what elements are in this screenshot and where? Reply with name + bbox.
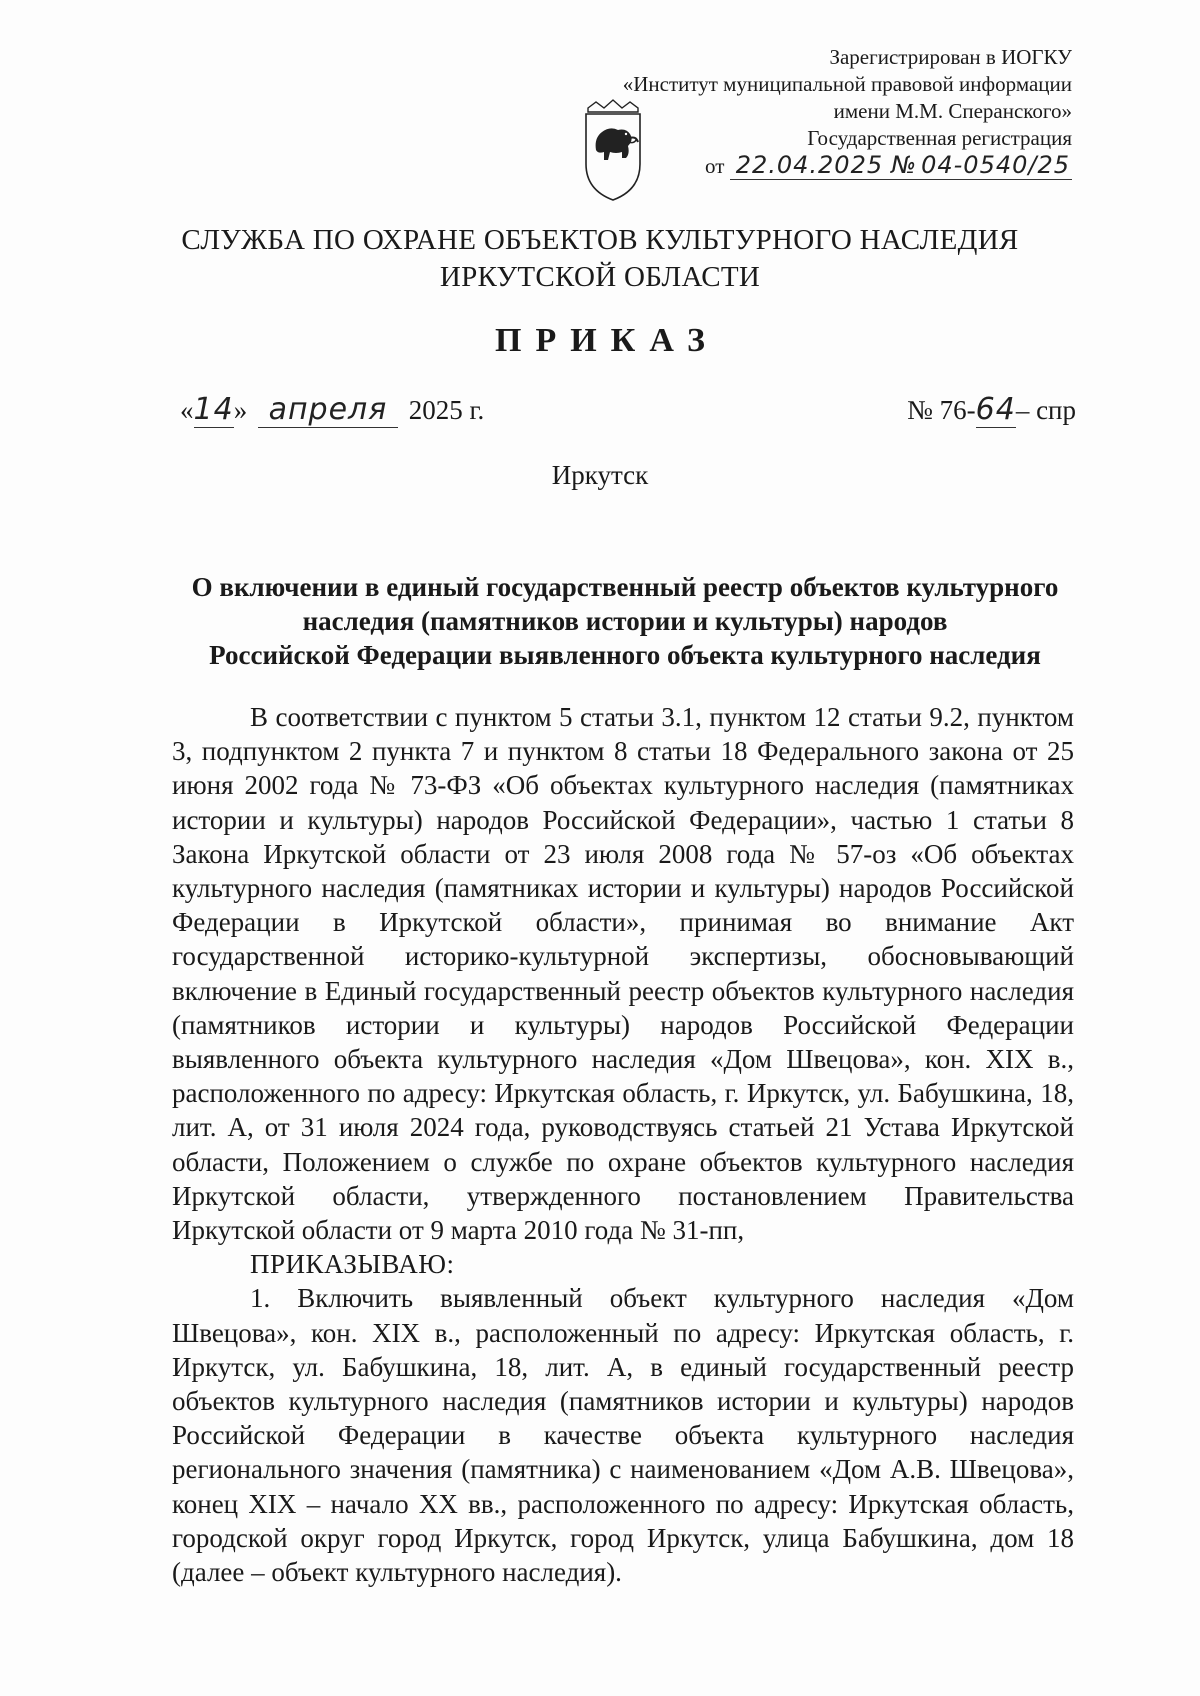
subject-line-2: наследия (памятников истории и культуры) народов <box>302 606 948 636</box>
registration-number: 04-0540/25 <box>921 151 1070 179</box>
irkutsk-coat-of-arms-icon <box>582 98 644 202</box>
registration-date: 22.04.2025 <box>730 152 889 180</box>
registration-line-2: «Институт муниципальной правовой информации <box>622 72 1072 96</box>
registration-date-line <box>623 152 1072 180</box>
organization-line-2: ИРКУТСКОЙ ОБЛАСТИ <box>439 261 761 293</box>
subject-line-3: Российской Федерации выявленного объекта культурного наследия <box>209 640 1041 670</box>
date-day: 14 <box>193 392 234 427</box>
date-close-quote: » <box>233 395 248 425</box>
registration-line-1: Зарегистрирован в ИОГКУ <box>829 45 1072 69</box>
organization-name <box>0 222 1200 296</box>
date-year: 2025 г. <box>408 395 485 425</box>
body-paragraph-item-1: 1. Включить выявленный объект культурного наследия «Дом Швецова», кон. XIX в., расположенный по адресу: Иркутская область, г. Иркутск, ул. Бабушкина, 18, лит. А, в единый государственный реестр объектов культурного наследия (памятников истории и культуры) народов Российской Федерации в качестве объекта культурного наследия регионального значения (памятника) с наименованием «Дом А.В. Швецова», конец XIX – начало XX вв., расположенного по адресу: Иркутская область, городской округ город Иркутск, город Иркутск, улица Бабушкина, дом 18 (далее – объект культурного наследия). <box>172 1283 1074 1588</box>
date-month: апреля <box>258 392 398 428</box>
body-paragraph-preamble: В соответствии с пунктом 5 статьи 3.1, пунктом 12 статьи 9.2, пунктом 3, подпунктом 2 пункта 7 и пунктом 8 статьи 18 Федерального закона от 25 июня 2002 года № 73-ФЗ «Об объектах культурного наследия (памятниках истории и культуры) народов Российской Федерации», частью 1 статьи 8 Закона Иркутской области от 23 июля 2008 года № 57-оз «Об объектах культурного наследия (памятниках истории и культуры) народов Российской Федерации в Иркутской области», принимая во внимание Акт государственной историко-культурной экспертизы, обосновывающий включение в Единый государственный реестр объектов культурного наследия (памятников истории и культуры) народов Российской Федерации выявленного объекта культурного наследия «Дом Швецова», кон. XIX в., расположенного по адресу: Иркутская область, г. Иркутск, ул. Бабушкина, 18, лит. А, от 31 июля 2024 года, руководствуясь статьей 21 Устава Иркутской области, Положением о службе по охране объектов культурного наследия Иркутской области, утвержденного постановлением Правительства Иркутской области от 9 марта 2010 года № 31-пп, <box>172 702 1074 1246</box>
date-open-quote: « <box>180 395 194 425</box>
subject-line-1: О включении в единый государственный реестр объектов культурного <box>191 572 1059 602</box>
registration-line-4: Государственная регистрация <box>807 126 1072 150</box>
document-type-title: ПРИКАЗ <box>495 322 719 359</box>
registration-date-prefix: от <box>705 154 725 178</box>
order-body <box>172 700 1074 1589</box>
order-number-handwritten: 64 <box>975 392 1016 427</box>
order-number-suffix: – спр <box>1015 395 1076 425</box>
organization-line-1: СЛУЖБА ПО ОХРАНЕ ОБЪЕКТОВ КУЛЬТУРНОГО НАСЛЕДИЯ <box>181 224 1019 256</box>
order-date <box>180 392 484 428</box>
city-name: Иркутск <box>551 460 649 490</box>
order-subject <box>180 570 1070 672</box>
registration-stamp <box>623 44 1072 180</box>
order-command-word: ПРИКАЗЫВАЮ: <box>250 1249 455 1280</box>
order-number-prefix: № 76- <box>907 395 976 425</box>
registration-number-prefix: № <box>891 151 918 179</box>
order-number <box>907 392 1076 428</box>
registration-line-3: имени М.М. Сперанского» <box>833 99 1072 123</box>
